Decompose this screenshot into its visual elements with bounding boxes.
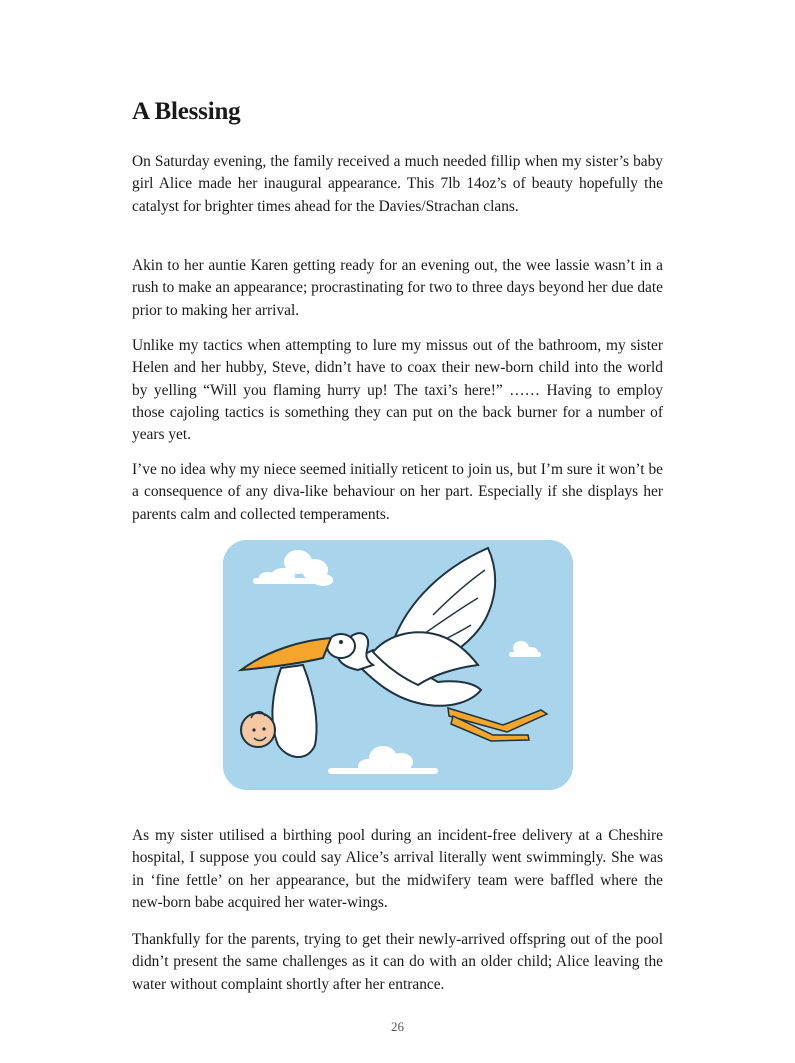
baby-eye-left	[252, 728, 255, 731]
paragraph-6: Thankfully for the parents, trying to get their newly-arrived offspring out of the pool didn’t present the same challenges as it can do with an older child; Alice leaving the water without complaint shortly after her entrance.	[132, 931, 663, 993]
paragraph-2: Akin to her auntie Karen getting ready for an evening out, the wee lassie wasn’t in a rush to make an appearance; procrastinating for two to three days beyond her due date prior to making her arrival.	[132, 257, 663, 319]
stork-illustration	[223, 540, 573, 790]
baby-eye-right	[262, 727, 265, 730]
paragraph-3: Unlike my tactics when attempting to lure my missus out of the bathroom, my sister Helen and her hubby, Steve, didn’t have to coax their new-born child into the world by yelling “Will you flaming hurry up! The taxi’s here!” …… Having to employ those cajoling tactics is something they can put on the back burner for a number of years yet.	[132, 337, 663, 444]
stork-eye	[339, 640, 343, 644]
paragraph-1: On Saturday evening, the family received a much needed fillip when my sister’s baby girl Alice made her inaugural appearance. This 7lb 14oz’s of beauty hopefully the catalyst for brighter times ahead for the Davies/Strachan clans.	[132, 153, 663, 215]
page-title: A Blessing	[132, 98, 241, 125]
paragraph-5: As my sister utilised a birthing pool during an incident-free delivery at a Cheshire hospital, I suppose you could say Alice’s arrival literally went swimmingly. She was in ‘fine fettle’ on her appearance, but the midwifery team were baffled where the new-born babe acquired her water-wings.	[132, 827, 663, 911]
paragraph-4: I’ve no idea why my niece seemed initially reticent to join us, but I’m sure it won’t be a consequence of any diva-like behaviour on her part. Especially if she displays her parents calm and collected temperaments.	[132, 461, 663, 523]
baby-face	[241, 713, 275, 747]
page-number: 26	[391, 1019, 404, 1034]
stork-drawing	[223, 540, 573, 790]
